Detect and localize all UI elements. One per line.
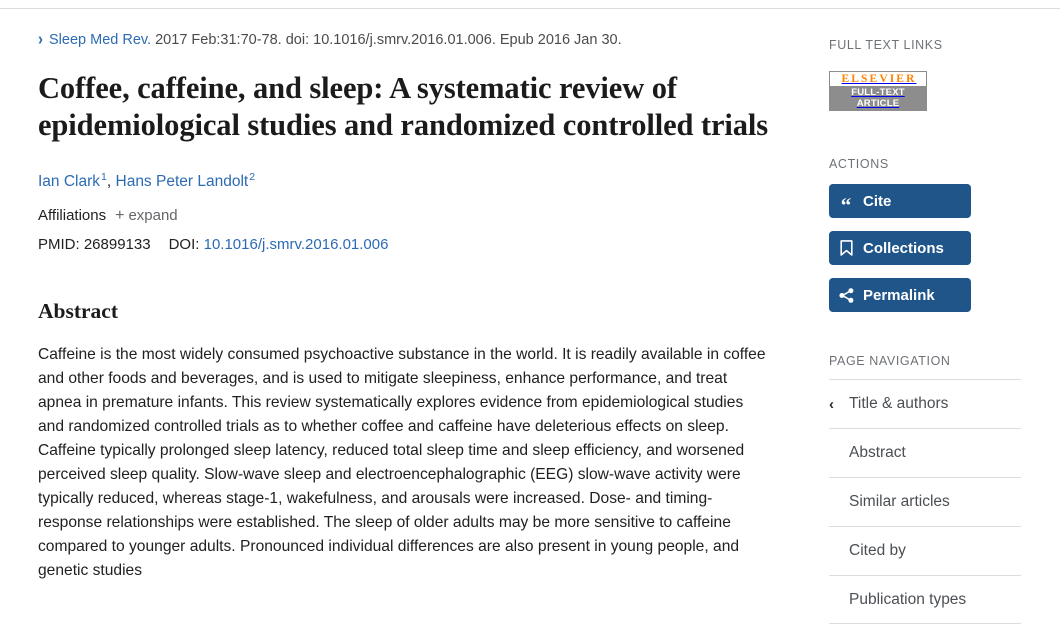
pmid-value: 26899133 bbox=[83, 236, 151, 254]
quote-icon: “ bbox=[840, 193, 852, 217]
author-separator: , bbox=[106, 173, 116, 191]
nav-item-label: Abstract bbox=[849, 444, 906, 461]
nav-item-title-authors[interactable] bbox=[829, 379, 1021, 428]
page-title: Coffee, caffeine, and sleep: A systematic review of epidemiological studies and randomized controlled trials bbox=[38, 71, 769, 142]
collections-button[interactable] bbox=[829, 231, 971, 265]
nav-item-cited-by[interactable] bbox=[829, 526, 1021, 575]
elsevier-brand-text: ELSEVIER bbox=[841, 73, 917, 85]
author-link-1[interactable]: Ian Clark bbox=[38, 173, 101, 191]
elsevier-full-text-link[interactable] bbox=[829, 71, 927, 111]
doi-link[interactable]: 10.1016/j.smrv.2016.01.006 bbox=[203, 236, 389, 254]
chevron-left-icon: ‹ bbox=[829, 395, 834, 413]
expand-label: expand bbox=[128, 207, 178, 225]
elsevier-badge-subtitle: FULL-TEXT ARTICLE bbox=[830, 86, 926, 110]
cite-button-label: Cite bbox=[863, 192, 892, 210]
bookmark-icon bbox=[829, 240, 863, 256]
author-list bbox=[38, 166, 778, 193]
nav-item-label: Title & authors bbox=[849, 395, 949, 412]
author-affiliation-marker-1: 1 bbox=[101, 171, 107, 183]
cite-button[interactable] bbox=[829, 184, 971, 218]
citation-details: 2017 Feb:31:70-78. doi: 10.1016/j.smrv.2016.01.006. Epub 2016 Jan 30. bbox=[151, 32, 622, 48]
pmid-label: PMID: bbox=[38, 236, 80, 254]
identifiers-row bbox=[38, 235, 778, 255]
nav-item-abstract[interactable] bbox=[829, 428, 1021, 477]
share-icon bbox=[829, 288, 863, 303]
page-navigation-list bbox=[829, 379, 1021, 624]
chevron-right-icon: › bbox=[38, 29, 43, 50]
article-main-column bbox=[38, 30, 778, 583]
permalink-button[interactable] bbox=[829, 278, 971, 312]
abstract-text: Caffeine is the most widely consumed psychoactive substance in the world. It is readily available in coffee and other foods and beverages, and is used to mitigate sleepiness, enhance performance, and treat apnea in premature infants. This review systematically explores evidence from epidemiological studies and randomized controlled trials as to whether coffee and caffeine have deleterious effects on sleep. Caffeine typically prolonged sleep latency, reduced total sleep time and sleep efficiency, and worsened perceived sleep quality. Slow-wave sleep and electroencephalographic (EEG) slow-wave activity were typically reduced, whereas stage-1, wakefulness, and arousals were increased. Dose- and timing-response relationships were established. The sleep of older adults may be more sensitive to caffeine compared to younger adults. Pronounced individual differences are also present in young people, and genetic studies bbox=[38, 346, 766, 580]
plus-icon: + bbox=[115, 207, 125, 225]
permalink-button-label: Permalink bbox=[863, 286, 935, 304]
nav-item-label: Cited by bbox=[849, 542, 906, 559]
author-link-2[interactable]: Hans Peter Landolt bbox=[115, 173, 249, 191]
nav-item-label: Publication types bbox=[849, 590, 967, 608]
doi-label: DOI: bbox=[168, 236, 200, 254]
affiliations-row bbox=[38, 206, 778, 226]
article-sidebar bbox=[829, 36, 1021, 624]
full-text-links-label: FULL TEXT LINKS bbox=[829, 38, 943, 52]
affiliations-label: Affiliations bbox=[38, 207, 107, 225]
nav-item-label: Similar articles bbox=[849, 493, 950, 510]
abstract-heading: Abstract bbox=[38, 299, 119, 324]
breadcrumb bbox=[38, 30, 778, 50]
nav-item-similar-articles[interactable] bbox=[829, 477, 1021, 526]
header-divider bbox=[0, 8, 1060, 9]
actions-label: ACTIONS bbox=[829, 157, 889, 171]
page-navigation-label: PAGE NAVIGATION bbox=[829, 354, 951, 368]
journal-link[interactable]: Sleep Med Rev. bbox=[49, 32, 152, 48]
author-affiliation-marker-2: 2 bbox=[249, 171, 256, 183]
expand-affiliations-button[interactable] bbox=[115, 207, 178, 224]
collections-button-label: Collections bbox=[863, 239, 944, 257]
